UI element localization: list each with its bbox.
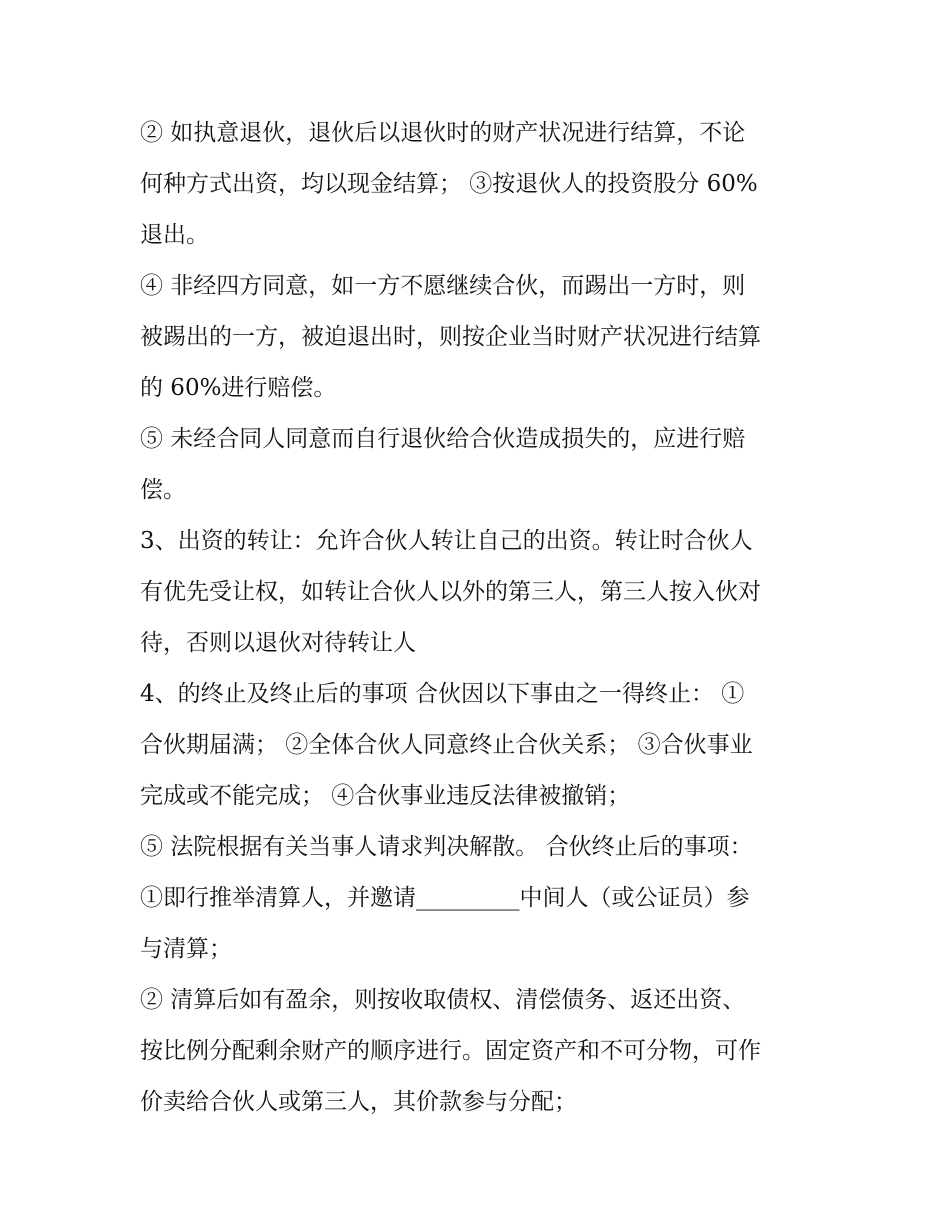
text-line: ④ 非经四方同意，如一方不愿继续合伙，而踢出一方时，则 — [140, 273, 746, 299]
text-line: 完成或不能完成； ④合伙事业违反法律被撤销； — [140, 783, 631, 809]
text-line: 待，否则以退伙对待转让人 — [140, 630, 416, 656]
text-line: ①即行推举清算人，并邀请_________中间人（或公证员）参 — [140, 885, 750, 911]
text-line: ② 清算后如有盈余，则按收取债权、清偿债务、返还出资、 — [140, 987, 746, 1013]
text-line: ⑤ 未经合同人同意而自行退伙给合伙造成损失的，应进行赔 — [140, 426, 746, 452]
text-line: 被踢出的一方，被迫退出时，则按企业当时财产状况进行结算 — [140, 324, 761, 350]
document-page — [140, 108, 830, 1128]
text-line: 退出。 — [140, 222, 209, 248]
text-line: ⑤ 法院根据有关当事人请求判决解散。 合伙终止后的事项： — [140, 834, 753, 860]
text-line: 合伙期届满； ②全体合伙人同意终止合伙关系； ③合伙事业 — [140, 732, 753, 758]
text-line: 有优先受让权，如转让合伙人以外的第三人，第三人按入伙对 — [140, 579, 761, 605]
text-line: 何种方式出资，均以现金结算； ③按退伙人的投资股分 60% — [140, 171, 758, 197]
text-line: ② 如执意退伙，退伙后以退伙时的财产状况进行结算，不论 — [140, 120, 746, 146]
text-line: 4、的终止及终止后的事项 合伙因以下事由之一得终止： ① — [140, 681, 745, 707]
text-line: 偿。 — [140, 477, 186, 503]
text-line: 价卖给合伙人或第三人，其价款参与分配； — [140, 1089, 577, 1115]
text-line: 3、出资的转让：允许合伙人转让自己的出资。转让时合伙人 — [140, 528, 753, 554]
text-line: 与清算； — [140, 936, 232, 962]
text-line: 按比例分配剩余财产的顺序进行。固定资产和不可分物，可作 — [140, 1038, 761, 1064]
text-line: 的 60%进行赔偿。 — [140, 375, 337, 401]
